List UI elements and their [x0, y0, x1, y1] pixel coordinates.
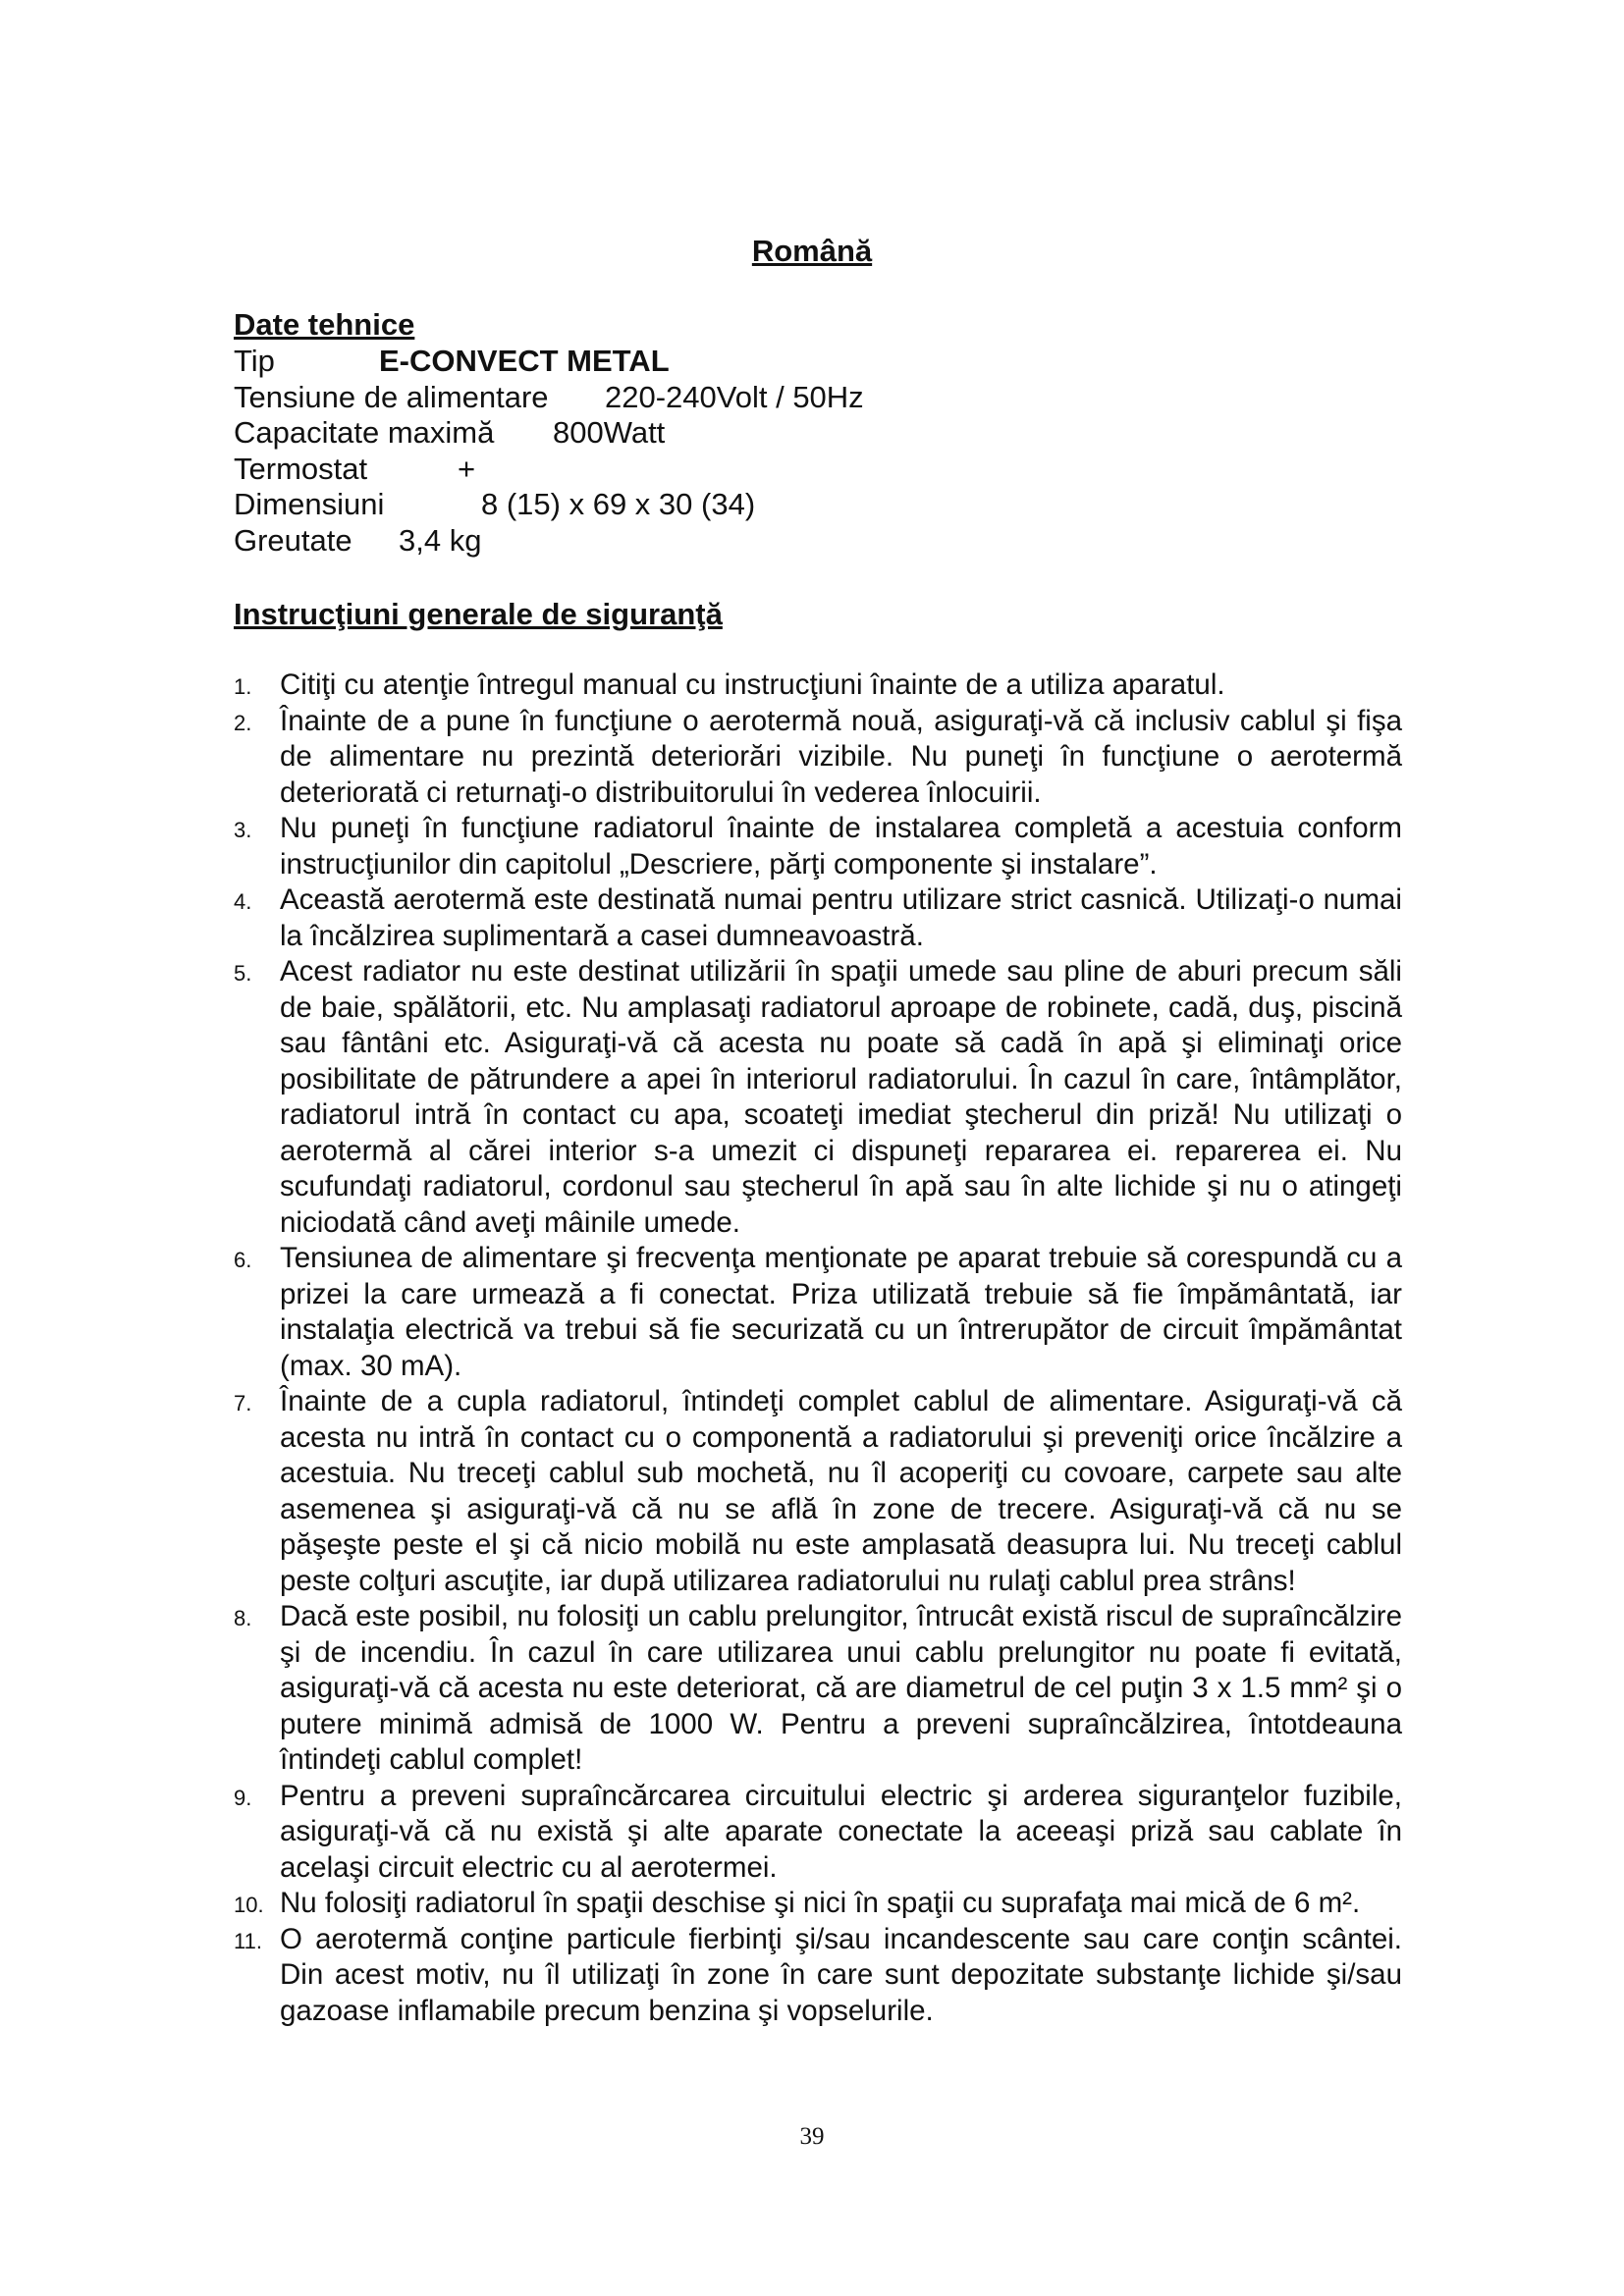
spec-value: 220-240Volt / 50Hz — [605, 379, 864, 414]
item-number: 6. — [234, 1248, 252, 1272]
item-text: Acest radiator nu este destinat utilizării în spaţii umede sau pline de aburi precum săli de baie, spălătorii, etc. Nu amplasaţi radiatorul aproape de robinete, cadă, duş, piscină sau fântâni etc. Asiguraţi-vă că acesta nu poate să cadă în apă şi eliminaţi orice posibilitate de pătrundere a apei în interiorul radiatorului. În cazul în care, întâmplător, radiatorul intră în contact cu apa, scoateţi imediat ştecherul din priză! Nu utilizaţi o aerotermă al cărei interior s-a umezit ci dispuneţi repararea ei. reparerea ei. Nu scufundaţi radiatorul, cordonul sau ştecherul în apă sau în alte lichide şi nu o atingeţi niciodată când aveţi mâinile umede. — [280, 955, 1402, 1239]
safety-title: Instrucţiuni generale de siguranţă — [234, 597, 723, 631]
item-number: 10. — [234, 1893, 264, 1917]
list-item — [234, 1922, 1402, 2030]
list-item — [234, 1599, 1402, 1779]
spec-label: Greutate — [234, 522, 352, 558]
list-item — [234, 1384, 1402, 1599]
item-text: Înainte de a cupla radiatorul, întindeţi complet cablul de alimentare. Asiguraţi-vă că acesta nu intră în contact cu o componentă a radiatorului şi preveniţi orice încălzire a acestuia. Nu treceţi cablul sub mochetă, nu îl acoperiţi cu covoare, carpete sau alte asemenea şi asiguraţi-vă că nu se află în zone de trecere. Asiguraţi-vă că nu se păşeşte peste el şi că nicio mobilă nu este amplasată deasupra lui. Nu treceţi cablul peste colţuri ascuţite, iar după utilizarea radiatorului nu rulaţi cablul prea strâns! — [280, 1385, 1402, 1597]
list-item — [234, 667, 1402, 704]
page-number: 39 — [799, 2123, 825, 2150]
list-item — [234, 811, 1402, 882]
item-text: O aerotermă conţine particule fierbinţi şi/sau incandescente sau care conţin scântei. Din acest motiv, nu îl utilizaţi în zone în care sunt depozitate substanţe lichide şi/sau gazoase inflamabile precum benzina şi vopselurile. — [280, 1922, 1402, 2027]
spec-label: Termostat — [234, 451, 368, 486]
item-text: Nu puneţi în funcţiune radiatorul înainte de instalarea completă a acestuia conform instrucţiunilor din capitolul „Descriere, părţi componente şi instalare”. — [280, 812, 1402, 881]
item-number: 11. — [234, 1928, 262, 1953]
spec-value: E-CONVECT METAL — [379, 344, 670, 378]
spec-label: Tip — [234, 344, 275, 378]
item-text: Tensiunea de alimentare şi frecvenţa menţionate pe aparat trebuie să corespundă cu a prizei la care urmează a fi conectat. Priza utilizată trebuie să fie împământată, iar instalaţia electrică va trebui să fie securizată cu un întrerupător de circuit împământat (max. 30 mA). — [280, 1242, 1402, 1382]
item-text: Dacă este posibil, nu folosiţi un cablu prelungitor, întrucât există riscul de supraîncălzire şi de incendiu. În cazul în care utilizarea unui cablu prelungitor nu poate fi evitată, asiguraţi-vă că acesta nu este deteriorat, că are diametrul de cel puţin 3 x 1.5 mm² şi o putere minimă admisă de 1000 W. Pentru a preveni supraîncălzirea, întotdeauna întindeţi cablul complet! — [280, 1600, 1402, 1776]
list-item — [234, 704, 1402, 812]
spec-value: + — [458, 451, 476, 486]
list-item — [234, 1241, 1402, 1384]
item-number: 9. — [234, 1785, 252, 1810]
item-text: Înainte de a pune în funcţiune o aerotermă nouă, asiguraţi-vă că inclusiv cablul şi fişa de alimentare nu prezintă deteriorări vizibile. Nu puneţi în funcţiune o aerotermă deteriorată ci returnaţi-o distribuitorului în vederea înlocuirii. — [280, 704, 1402, 809]
list-item — [234, 1886, 1402, 1922]
item-number: 7. — [234, 1391, 252, 1415]
item-text: Pentru a preveni supraîncărcarea circuitului electric şi arderea siguranţelor fuzibile, asiguraţi-vă că nu există şi alte aparate conectate la aceeaşi priză sau cablate în acelaşi circuit electric cu al aerotermei. — [280, 1779, 1402, 1884]
item-text: Nu folosiţi radiatorul în spaţii deschise şi nici în spaţii cu suprafaţa mai mică de 6 m². — [280, 1887, 1361, 1919]
item-number: 5. — [234, 961, 252, 986]
spec-value: 8 (15) x 69 x 30 (34) — [481, 487, 756, 521]
list-item — [234, 1779, 1402, 1887]
tech-data-title: Date tehnice — [234, 307, 415, 342]
item-number: 1. — [234, 674, 252, 699]
spec-value: 800Watt — [553, 415, 666, 450]
spec-label: Dimensiuni — [234, 487, 385, 521]
item-text: Această aerotermă este destinată numai pentru utilizare strict casnică. Utilizaţi-o numai la încălzirea suplimentară a casei dumneavoastră. — [280, 883, 1402, 952]
list-item — [234, 882, 1402, 954]
item-number: 3. — [234, 818, 252, 842]
list-item — [234, 954, 1402, 1241]
safety-instructions-list — [234, 667, 1402, 2029]
item-text: Citiţi cu atenţie întregul manual cu instrucţiuni înainte de a utiliza aparatul. — [280, 668, 1225, 701]
language-title: Română — [751, 234, 873, 268]
spec-label: Tensiune de alimentare — [234, 379, 549, 414]
item-number: 2. — [234, 710, 252, 735]
spec-label: Capacitate maximă — [234, 415, 495, 450]
item-number: 4. — [234, 889, 252, 914]
item-number: 8. — [234, 1606, 252, 1630]
spec-value: 3,4 kg — [399, 522, 482, 558]
